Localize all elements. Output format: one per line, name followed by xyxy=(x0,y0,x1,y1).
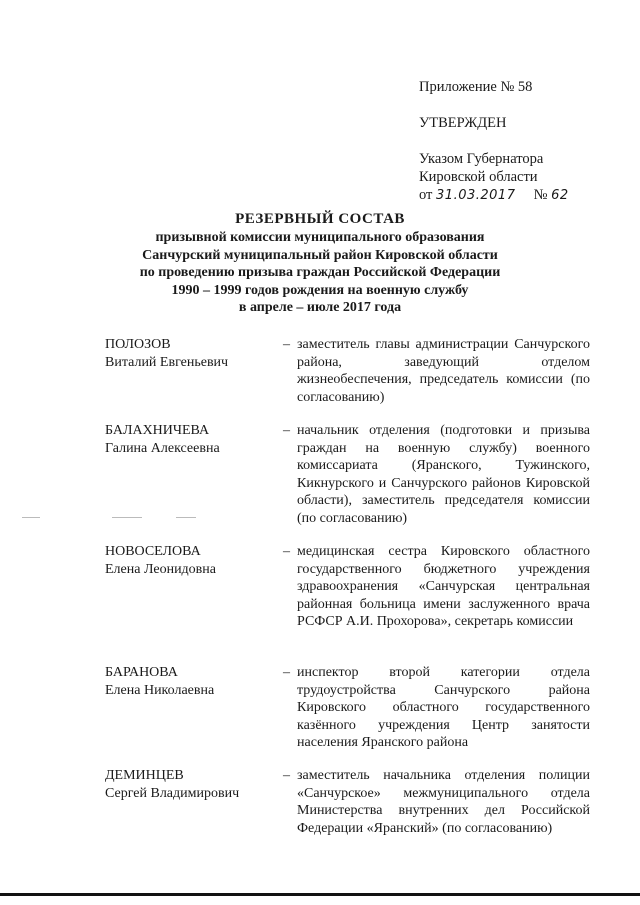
member-entry xyxy=(105,422,590,543)
decree-line-1: Указом Губернатора xyxy=(419,151,544,167)
title-line-1: призывной комиссии муниципального образования xyxy=(155,230,485,245)
member-dash: – xyxy=(283,544,290,559)
member-dash: – xyxy=(283,337,290,352)
title-line-4: 1990 – 1999 годов рождения на военную службу xyxy=(171,282,469,298)
scan-artifact xyxy=(176,517,196,518)
member-entry xyxy=(105,543,590,664)
handwritten-number: 62 xyxy=(551,188,569,203)
member-description: заместитель главы администрации Санчурского района, заведующий отделом жизнеобеспечения, председатель комиссии (по согласованию) xyxy=(297,337,590,405)
member-given-name: Сергей Владимирович xyxy=(105,785,240,801)
member-dash: – xyxy=(283,423,290,438)
approved-heading: УТВЕРЖДЕН xyxy=(419,115,507,131)
member-description: заместитель начальника отделения полиции «Санчурское» межмуниципального отдела Министерства внутренних дел Российской Федерации «Яранский» (по согласованию) xyxy=(297,768,590,836)
document-title xyxy=(0,210,640,317)
scan-artifact xyxy=(112,517,142,518)
decree-date-line xyxy=(419,186,619,205)
bottom-border-line xyxy=(0,893,640,896)
member-surname: ПОЛОЗОВ xyxy=(105,337,171,352)
members-list xyxy=(105,336,590,839)
member-entry xyxy=(105,336,590,422)
member-entry xyxy=(105,767,590,839)
title-line-3: по проведению призыва граждан Российской Федерации xyxy=(139,265,501,280)
title-main: РЕЗЕРВНЫЙ СОСТАВ xyxy=(235,211,405,227)
member-name xyxy=(105,664,275,699)
member-dash: – xyxy=(283,768,290,783)
member-name xyxy=(105,767,275,802)
approval-stamp-block xyxy=(419,78,619,205)
member-description: начальник отделения (подготовки и призыва граждан на военную службу) военного комиссариата (Яранского, Тужинского, Кикнурского и Санчурского районов Кировской области), заместитель председателя комиссии (по согласованию) xyxy=(297,423,590,526)
member-given-name: Елена Леонидовна xyxy=(105,561,216,577)
member-surname: БАРАНОВА xyxy=(105,665,178,680)
decree-line-2: Кировской области xyxy=(419,169,538,185)
member-given-name: Галина Алексеевна xyxy=(105,440,220,456)
member-name xyxy=(105,543,275,578)
scan-artifact xyxy=(22,517,40,518)
member-description: инспектор второй категории отдела трудоустройства Санчурского района Кировского областного государственного казённого учреждения Центр занятости населения Яранского района xyxy=(297,665,590,750)
member-dash: – xyxy=(283,665,290,680)
member-surname: НОВОСЕЛОВА xyxy=(105,544,201,559)
member-description: медицинская сестра Кировского областного государственного бюджетного учреждения здравоохранения «Санчурская центральная районная больница имени заслуженного врача РСФСР А.И. Прохорова», секретарь комиссии xyxy=(297,544,590,629)
member-name xyxy=(105,422,275,457)
member-surname: БАЛАХНИЧЕВА xyxy=(105,423,210,438)
handwritten-date: 31.03.2017 xyxy=(436,188,516,203)
member-name xyxy=(105,336,275,371)
member-entry xyxy=(105,664,590,767)
member-surname: ДЕМИНЦЕВ xyxy=(105,768,184,783)
number-prefix: № xyxy=(533,187,548,203)
appendix-number: Приложение № 58 xyxy=(419,79,533,95)
member-given-name: Виталий Евгеньевич xyxy=(105,354,229,370)
date-prefix: от xyxy=(419,187,433,203)
title-line-2: Санчурский муниципальный район Кировской области xyxy=(142,247,498,263)
member-given-name: Елена Николаевна xyxy=(105,682,215,698)
title-line-5: в апреле – июле 2017 года xyxy=(238,300,402,315)
